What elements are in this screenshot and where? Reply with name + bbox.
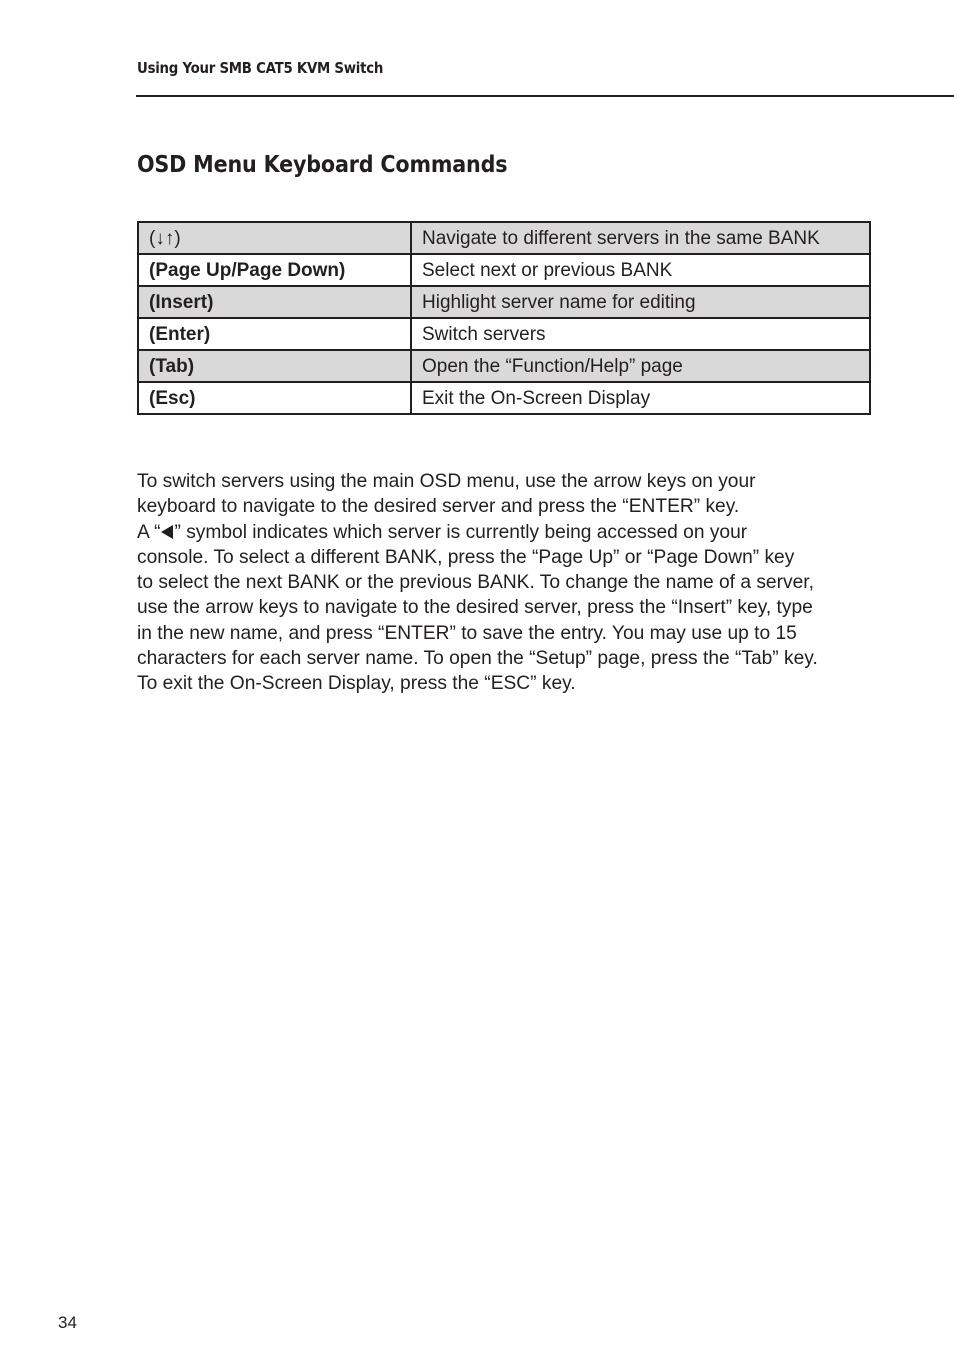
body-line: to select the next BANK or the previous BANK. To change the name of a server, <box>137 572 814 594</box>
body-line: keyboard to navigate to the desired server and press the “ENTER” key. <box>137 496 740 518</box>
body-line: use the arrow keys to navigate to the desired server, press the “Insert” key, type <box>137 597 813 619</box>
body-line <box>137 520 877 545</box>
body-line: in the new name, and press “ENTER” to save the entry. You may use up to 15 <box>137 622 797 644</box>
command-action: Highlight server name for editing <box>411 286 870 318</box>
body-line: To switch servers using the main OSD menu, use the arrow keys on your <box>137 471 756 492</box>
command-key: (↓↑) <box>138 222 411 254</box>
command-action: Select next or previous BANK <box>411 254 870 286</box>
header-rule <box>136 95 954 97</box>
command-action: Switch servers <box>411 318 870 350</box>
command-key: (Esc) <box>138 382 411 414</box>
table-row <box>138 286 870 318</box>
left-triangle-icon <box>161 525 173 539</box>
table-row <box>138 382 870 414</box>
body-line-start: A “ <box>137 521 161 543</box>
running-header: Using Your SMB CAT5 KVM Switch <box>137 59 384 77</box>
command-action: Exit the On-Screen Display <box>411 382 870 414</box>
page-number: 34 <box>58 1313 77 1332</box>
body-line: console. To select a different BANK, press the “Page Up” or “Page Down” key <box>137 546 795 568</box>
table-row <box>138 222 870 254</box>
command-action: Open the “Function/Help” page <box>411 350 870 382</box>
body-line: characters for each server name. To open the “Setup” page, press the “Tab” key. <box>137 648 818 670</box>
body-line-end: ” symbol indicates which server is currently being accessed on your <box>174 521 748 543</box>
table-row <box>138 318 870 350</box>
table-row <box>138 254 870 286</box>
command-key: (Tab) <box>138 350 411 382</box>
table-row <box>138 350 870 382</box>
command-key: (Page Up/Page Down) <box>138 254 411 286</box>
command-key: (Insert) <box>138 286 411 318</box>
section-title: OSD Menu Keyboard Commands <box>137 152 508 178</box>
command-key: (Enter) <box>138 318 411 350</box>
command-action: Navigate to different servers in the same BANK <box>411 222 870 254</box>
body-line: To exit the On-Screen Display, press the “ESC” key. <box>137 673 576 695</box>
body-paragraph <box>137 469 877 697</box>
keyboard-commands-table <box>137 221 871 415</box>
